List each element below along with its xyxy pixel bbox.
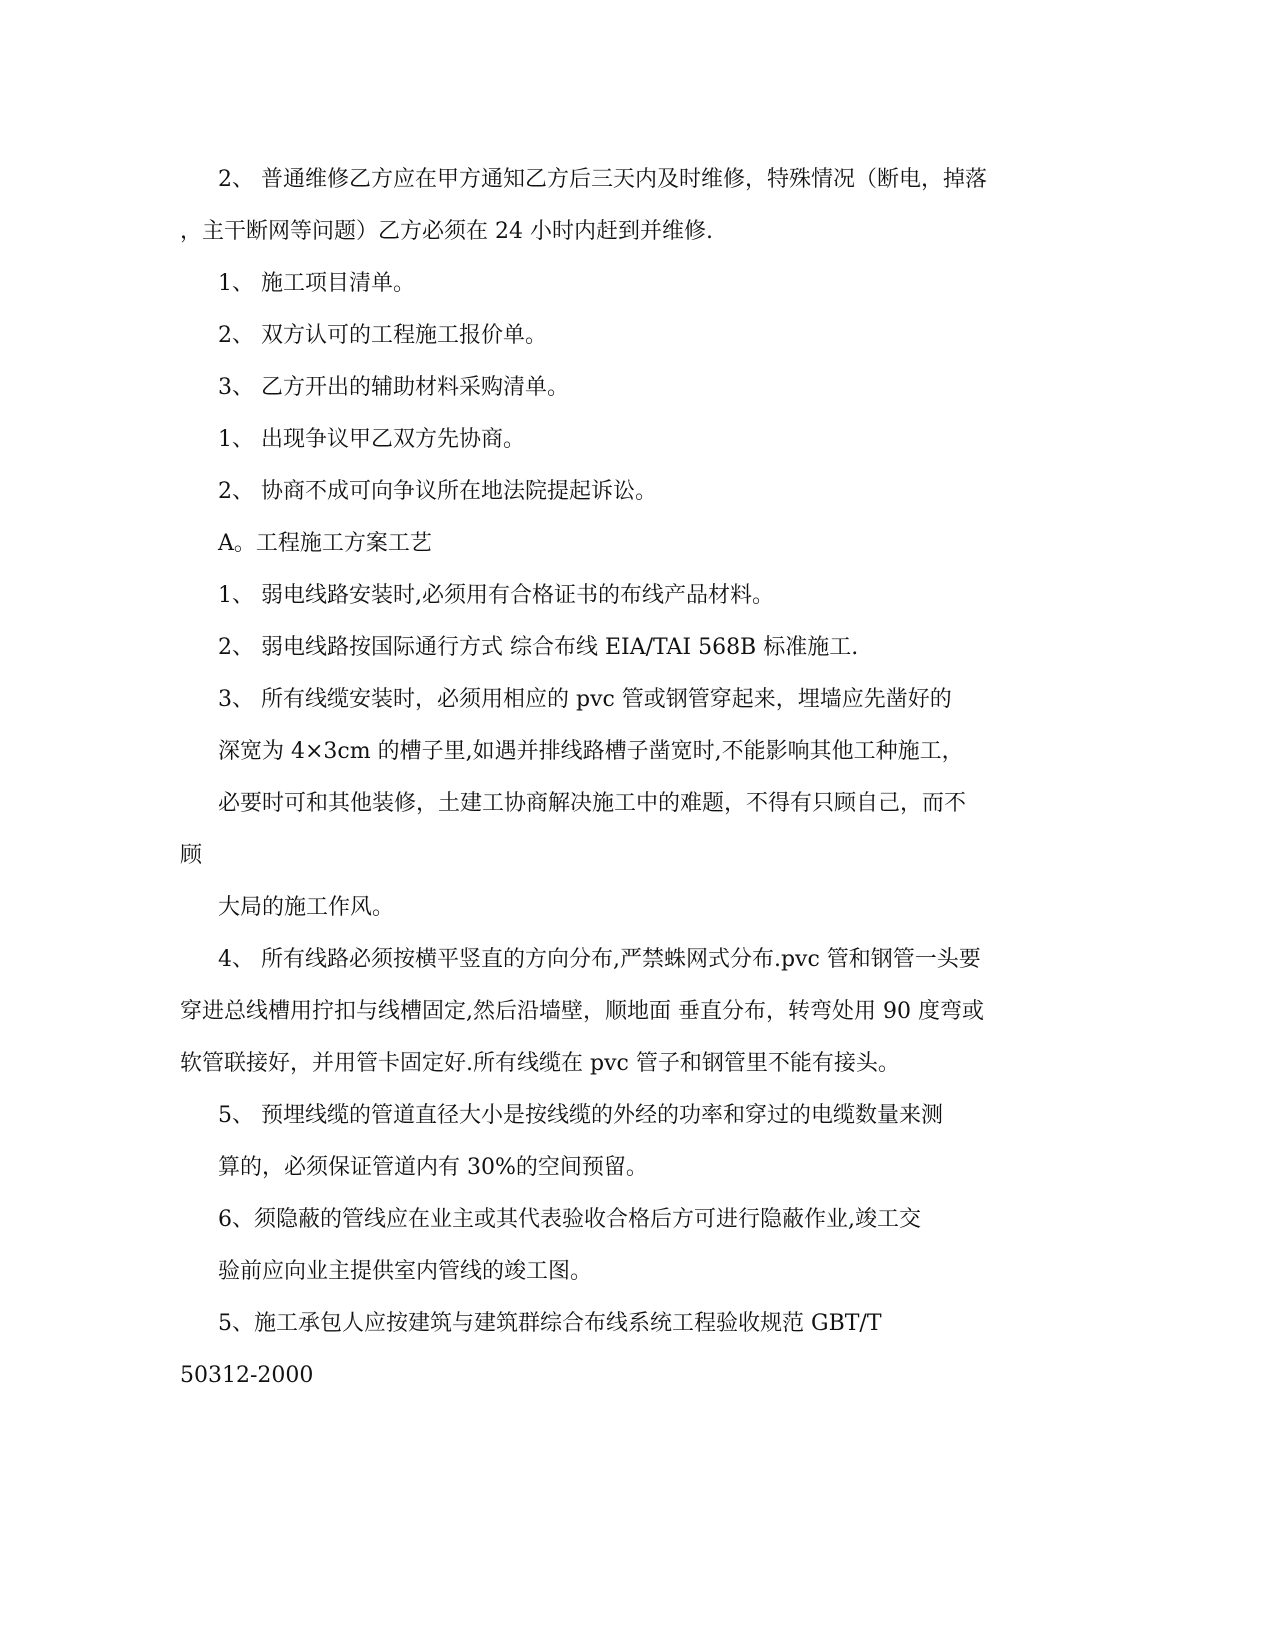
list-item: 5、 预埋线缆的管道直径大小是按线缆的外经的功率和穿过的电缆数量来测: [218, 1103, 943, 1128]
list-item: 1、 出现争议甲乙双方先协商。: [218, 427, 525, 452]
list-item: 4、 所有线路必须按横平竖直的方向分布,严禁蛛网式分布.pvc 管和钢管一头要: [218, 947, 981, 972]
list-item: 1、 弱电线路安装时,必须用有合格证书的布线产品材料。: [218, 583, 774, 608]
text-line: ，主干断网等问题）乙方必须在 24 小时内赶到并维修.: [180, 219, 713, 244]
text-line: 2、 普通维修乙方应在甲方通知乙方后三天内及时维修，特殊情况（断电，掉落: [218, 167, 987, 192]
text-line: 验前应向业主提供室内管线的竣工图。: [218, 1259, 593, 1284]
list-item: 2、 双方认可的工程施工报价单。: [218, 323, 547, 348]
text-line: 顾: [180, 843, 203, 868]
text-line: 软管联接好，并用管卡固定好.所有线缆在 pvc 管子和钢管里不能有接头。: [180, 1051, 900, 1076]
list-item: 6、须隐蔽的管线应在业主或其代表验收合格后方可进行隐蔽作业,竣工交: [218, 1207, 921, 1232]
text-line: 大局的施工作风。: [218, 895, 395, 920]
text-line: 算的，必须保证管道内有 30%的空间预留。: [218, 1155, 648, 1180]
text-line: 穿进总线槽用拧扣与线槽固定,然后沿墙壁，顺地面 垂直分布，转弯处用 90 度弯或: [180, 999, 984, 1024]
text-line: 深宽为 4×3cm 的槽子里,如遇并排线路槽子凿宽时,不能影响其他工种施工，: [218, 739, 964, 764]
list-item: 3、 所有线缆安装时，必须用相应的 pvc 管或钢管穿起来，埋墙应先凿好的: [218, 687, 952, 712]
list-item: 5、施工承包人应按建筑与建筑群综合布线系统工程验收规范 GBT/T: [218, 1311, 882, 1336]
text-line: 必要时可和其他装修，土建工协商解决施工中的难题，不得有只顾自己，而不: [218, 791, 967, 816]
list-item: 1、 施工项目清单。: [218, 271, 415, 296]
list-item: 2、 弱电线路按国际通行方式 综合布线 EIA/TAI 568B 标准施工.: [218, 635, 859, 660]
text-line: 50312-2000: [180, 1363, 314, 1388]
list-item: 2、 协商不成可向争议所在地法院提起诉讼。: [218, 479, 657, 504]
list-item: 3、 乙方开出的辅助材料采购清单。: [218, 375, 569, 400]
section-heading: A。工程施工方案工艺: [218, 531, 432, 556]
